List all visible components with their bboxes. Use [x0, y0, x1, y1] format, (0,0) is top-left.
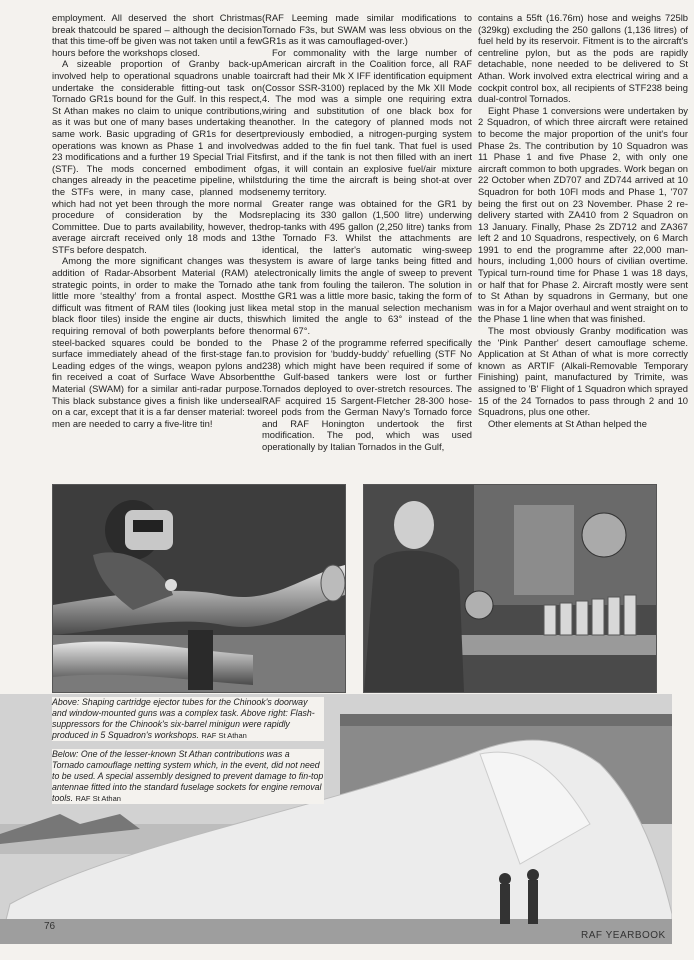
- text-column-3: [478, 12, 688, 429]
- text-column-2: [262, 12, 472, 453]
- paragraph: Greater range was obtained for the GR1 by replacing its 330 gallon (1,500 litre) underwing drop-tanks with 495 gallon (2,250 litre) tanks from the Tornado F3. Whilst the attachments are identical, the latter's automatic wing-sweep system is aware of large tanks being fitted and electronically limits the angle of sweep to prevent the tank from fouling the taileron. The solution in the GR1 was a little more basic, taking the form of a metal stop in the manual selection mechanism which limited the angle to 63° instead of the normal 67°.: [262, 197, 472, 337]
- welder-photo: [52, 484, 346, 693]
- photo-caption-top: [52, 697, 324, 741]
- paragraph: (RAF Leeming made similar modifications to Tornado F3s, but SWAM was less obvious on the GR1s as it was camouflaged-over.): [262, 12, 472, 47]
- page-number: 76: [44, 921, 56, 932]
- paragraph: The most obviously Granby modification was the 'Pink Panther' desert camouflage scheme. Application at St Athan of what is more correctly known as ARTIF (Alkali-Removable Temporary Finishing) paint, manufactured by Trimite, was assigned to 'B' Flight of 1 Squadron which sprayed 15 of the 24 Tornados to pass through 2 and 10 Squadrons, plus one other.: [478, 325, 688, 418]
- paragraph: For commonality with the large number of American aircraft in the Coalition force, all RAF aircraft had their Mk X IFF identification equipment (Cossor SSR-3100) replaced by the Mk XII Mode 4. The mod was a simple one requiring extra wiring and substitution of one black box for another. In the category of planned mods not previously embodied, a nitrogen-purging system was added to the fin fuel tank. That fuel is used first, and if the tank is not then filled with an inert gas, it will contain an explosive fuel/air mixture during the time the aircraft is being shot-at over enemy territory.: [262, 46, 472, 197]
- paragraph: contains a 55ft (16.76m) hose and weighs 725lb (329kg) excluding the 250 gallons (1,136 litres) of fuel held by its reservoir. Fitment is to the aircraft's centreline pylon, but as the pods are rapidly detachable, none needed to be delivered to St Athan. Work involved extra electrical wiring and a cockpit control box, all recipients of STF238 being dual-control Tornados.: [478, 12, 688, 105]
- machinist-photo-illustration: [364, 485, 656, 692]
- caption-text: Below: One of the lesser-known St Athan contributions was a Tornado camouflage netting system which, in the event, did not need to be used. A special assembly designed to prevent damage to fin-top antennae fitted into the standard fuselage sockets for engine removal tools.: [52, 749, 324, 803]
- paragraph: Among the more significant changes was the addition of Radar-Absorbent Material (RAM) at strategic points, in order to make the Tornado a little more ‘stealthy’ from a frontal aspect. Most difficult was fitment of RAM tiles (looking just like black floor tiles) inside the engine air ducts, this requiring removal of both powerplants before the steel-backed squares could be bonded to the surface immediately ahead of the first-stage fan. Leading edges of the wings, weapon pylons and fin received a coat of Surface Wave Absorbent Material (SWAM) for a similar anti-radar purpose. This black substance gives a finish like underseal on a car, except that it is a far denser material: two men are needed to carry a five-litre tin!: [52, 255, 262, 429]
- paragraph: A sizeable proportion of Granby back-up involved help to operational squadrons unable to undertake the considerable fitting-out task on Tornado GR1s bound for the Gulf. In this respect, St Athan makes no claim to unique contributions, as it was but one of many bases undertaking the same work. Basic upgrading of GR1s for desert operations was known as Phase 1 and involved 23 modifications and a further 19 Special Trial Fits (STF). The mods concerned embodiment of changes already in the peacetime pipeline, whilst the STFs were, in many case, planned mods which had not yet been through the more normal procedure of consideration by the Mods Committee. Due to parts availability, however, the average aircraft received only 18 mods and 13 STFs before despatch.: [52, 58, 262, 255]
- welder-photo-illustration: [53, 485, 345, 692]
- paragraph: Eight Phase 1 conversions were undertaken by 2 Squadron, of which three aircraft were retained to become the major proportion of the unit's four Phase 2s. The contribution by 10 Squadron was 11 Phase 1 and five Phase 2, with only one aircraft common to both upgrades. Work began on 22 October when ZD707 and ZD744 arrived at 10 Squadron for both 10Fl mods and Phase 1, '707 being the first out on 23 November. Phase 2 re-delivery started with ZA410 from 2 Squadron on 13 January. Finally, Phase 2s ZD712 and ZA367 left 2 and 10 Squadrons, respectively, on 6 March 1991 to end the programme after 22,000 man-hours, including 1,000 hours of civilian overtime. Typical turn-round time for Phase 1 was 18 days, or half that for Phase 2. Aircraft mostly were sent to St Athan by squadrons in Germany, but one was in for a Major overhaul and went straight on to the Phase 1 line when that was finished.: [478, 104, 689, 325]
- machinist-photo: [363, 484, 657, 693]
- photo-credit: RAF St Athan: [75, 794, 121, 803]
- paragraph: Other elements at St Athan helped the: [488, 417, 647, 429]
- caption-text: Above: Shaping cartridge ejector tubes for the Chinook's doorway and window-mounted guns was a complex task. Above right: Flash-suppressors for the Chinook's six-barrel minigun were rapidly produced in 5 Squadron's workshops.: [52, 697, 315, 740]
- photo-credit: RAF St Athan: [201, 731, 247, 740]
- publication-title: RAF YEARBOOK: [581, 930, 666, 941]
- photo-caption-bottom: [52, 749, 324, 804]
- paragraph: Phase 2 of the programme referred specifically to provision for ‘buddy-buddy’ refuelling (STF No 238) which might have been required if some of the Gulf-based tankers were lost or further Tornados deployed to over-stretch resources. The RAF acquired 15 Sargent-Fletcher 28-300 hose-reel pods from the German Navy's Tornado force and RAF Honington undertook the first modification. The pod, which was used operationally by Italian Tornados in the Gulf,: [262, 336, 472, 452]
- text-column-1: [52, 12, 262, 429]
- paragraph: employment. All deserved the short Christmas break thatcould be spared – although the decision that this time-off be given was not taken until a few hours before the workshops closed.: [52, 12, 262, 58]
